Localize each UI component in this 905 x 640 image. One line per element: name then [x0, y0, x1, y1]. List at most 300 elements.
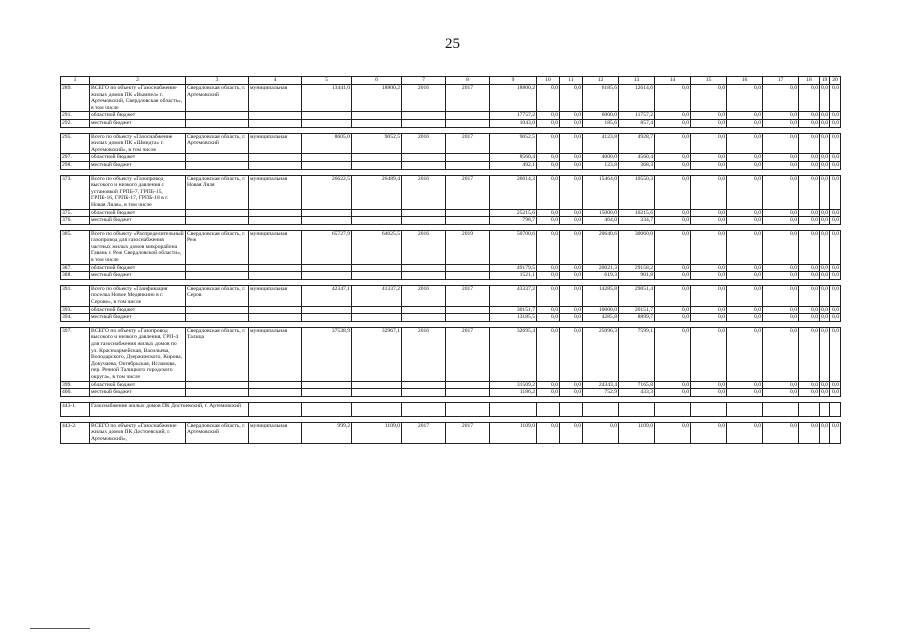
table-cell: 0,0	[560, 154, 583, 162]
table-row	[61, 327, 841, 381]
table-cell	[402, 209, 446, 217]
table-cell	[352, 389, 402, 397]
table-cell: 0,0	[820, 422, 830, 443]
table-cell: 0,0	[763, 285, 799, 306]
column-number-cell: 4	[249, 77, 302, 85]
table-cell: 0,0	[537, 314, 560, 322]
table-cell: 0,0	[691, 285, 727, 306]
table-cell: 0,0	[691, 161, 727, 169]
table-cell: 0,0	[537, 175, 560, 209]
table-cell	[302, 154, 352, 162]
table-cell: 0,0	[691, 112, 727, 120]
table-cell: 0,0	[727, 422, 763, 443]
table-cell: 0,0	[583, 422, 619, 443]
table-cell	[446, 314, 490, 322]
table-cell: 0,0	[560, 175, 583, 209]
table-cell: 0,0	[727, 230, 763, 264]
table-cell: 0,0	[830, 381, 841, 389]
table-cell: 64025,5	[352, 230, 402, 264]
table-cell: 0,0	[799, 209, 820, 217]
table-cell: Свердловская область, г. Новая Ляля	[186, 175, 249, 209]
table-cell: 0,0	[537, 381, 560, 389]
table-cell: 0,0	[799, 112, 820, 120]
column-number-cell: 7	[402, 77, 446, 85]
table-cell: муниципальная	[249, 327, 302, 381]
table-cell: 0,0	[655, 161, 691, 169]
table-cell: местный бюджет	[90, 314, 186, 322]
table-cell: 0,0	[691, 314, 727, 322]
column-number-cell: 11	[560, 77, 583, 85]
table-cell: Всего по объекту «Распределительный газопровод для газоснабжения частных жилых домов микрорайона Гавань г. Реж Свердловской области», в том числе	[91, 230, 184, 264]
table-cell: 0,0	[537, 306, 560, 314]
table-cell: 4285,8	[583, 314, 619, 322]
table-cell: Свердловская область, г. Артемовский	[186, 422, 249, 443]
table-cell	[402, 217, 446, 225]
table-cell: 0,0	[830, 217, 841, 225]
table-cell: 0,0	[691, 133, 727, 154]
table-cell: 0,0	[821, 209, 828, 216]
column-number-cell: 3	[186, 77, 249, 85]
table-cell: 0,0	[830, 230, 841, 264]
table-cell: 0,0	[655, 133, 691, 154]
table-cell: областной бюджет	[90, 112, 186, 120]
table-cell: Всего по объекту «Газоснабжение жилых домов ПК «Шмидта» г. Артемовский», в том числе	[90, 133, 186, 154]
table-cell	[402, 264, 446, 272]
table-cell: 0,0	[560, 272, 583, 280]
table-cell: 0,0	[537, 272, 560, 280]
table-cell	[352, 314, 402, 322]
table-cell: областной бюджет	[90, 381, 186, 389]
table-cell: 0,0	[560, 389, 583, 397]
page-number: 25	[445, 36, 460, 52]
table-cell: 0,0	[691, 264, 727, 272]
table-cell: 42347,1	[302, 285, 352, 306]
table-cell	[186, 272, 249, 280]
table-cell	[402, 272, 446, 280]
table-cell: 0,0	[537, 285, 560, 306]
table-cell: 2016	[402, 175, 446, 209]
table-cell	[302, 314, 352, 322]
table-cell: 0,0	[820, 285, 830, 306]
table-cell: 0,0	[560, 112, 583, 120]
table-cell: 26014,3	[490, 175, 537, 209]
table-cell: ВСЕГО по объекту «Газоснабжение жилых домов ПК «Вымпел» г. Артемовский, Свердловская область», в том числе	[90, 85, 186, 112]
table-cell	[249, 154, 302, 162]
table-cell: 0,0	[799, 154, 820, 162]
table-cell: 8605,0	[302, 133, 352, 154]
table-cell: 0,0	[537, 264, 560, 272]
table-cell	[820, 402, 830, 416]
table-cell: 0,0	[655, 264, 691, 272]
table-cell: 0,0	[537, 422, 560, 443]
table-cell: 0,0	[560, 314, 583, 322]
table-cell: 0,0	[821, 112, 828, 119]
table-cell	[402, 154, 446, 162]
table-cell: 0,0	[560, 85, 583, 112]
table-cell: 0,0	[691, 422, 727, 443]
table-cell: 29158,2	[619, 264, 655, 272]
table-cell: 0,0	[655, 272, 691, 280]
table-cell: 0,0	[799, 272, 820, 280]
table-row	[61, 306, 841, 314]
table-cell	[799, 402, 820, 416]
table-cell: 0,0	[655, 154, 691, 162]
column-number-cell: 18	[799, 77, 820, 85]
table-cell: 400.	[61, 389, 90, 397]
footer-rule	[30, 628, 90, 629]
table-cell: 388.	[61, 272, 90, 280]
table-row	[61, 314, 841, 322]
table-cell: 0,0	[727, 133, 763, 154]
table-row	[61, 230, 841, 264]
table-cell: 2016	[402, 85, 446, 112]
table-cell: 0,0	[655, 209, 691, 217]
column-number-cell: 9	[490, 77, 537, 85]
table-cell: 0,0	[537, 154, 560, 162]
table-cell: 24343,4	[583, 381, 619, 389]
table-cell: 0,0	[727, 389, 763, 397]
table-cell	[402, 119, 446, 127]
table-cell: 17757,2	[490, 112, 537, 120]
table-cell: 0,0	[537, 230, 560, 264]
table-cell: 0,0	[537, 85, 560, 112]
table-cell: 0,0	[727, 264, 763, 272]
table-cell: муниципальная	[249, 133, 302, 154]
table-cell: муниципальная	[249, 230, 302, 264]
table-cell: 2016	[402, 230, 446, 264]
table-cell: 2017	[446, 175, 490, 209]
table-cell: 0,0	[691, 381, 727, 389]
table-cell	[446, 264, 490, 272]
table-cell: 0,0	[821, 389, 828, 396]
table-cell: 49179,5	[490, 264, 537, 272]
table-cell: 65727,9	[302, 230, 352, 264]
table-cell	[537, 402, 560, 416]
table-cell: 0,0	[727, 119, 763, 127]
table-cell: 0,0	[799, 381, 820, 389]
table-cell: 123,8	[583, 161, 619, 169]
table-cell: 0,0	[727, 161, 763, 169]
table-cell: 0,0	[799, 327, 820, 381]
table-cell: 443-1.	[61, 402, 90, 416]
table-cell	[763, 402, 799, 416]
table-cell: 0,0	[560, 119, 583, 127]
table-cell: 857,4	[619, 119, 655, 127]
table-cell	[302, 272, 352, 280]
table-cell: 619,3	[583, 272, 619, 280]
table-cell: 0,0	[691, 230, 727, 264]
table-cell	[446, 154, 490, 162]
table-cell: 397.	[61, 327, 90, 381]
table-cell	[402, 112, 446, 120]
table-cell: 399.	[61, 381, 90, 389]
table-cell: 0,0	[691, 217, 727, 225]
table-cell: 0,0	[537, 161, 560, 169]
table-cell	[249, 314, 302, 322]
table-cell: 1109,0	[490, 422, 537, 443]
table-cell: 50700,6	[490, 230, 537, 264]
table-cell: 0,0	[655, 422, 691, 443]
table-cell: 0,0	[727, 381, 763, 389]
table-cell	[249, 272, 302, 280]
table-cell: 4560,4	[619, 154, 655, 162]
table-cell: 0,0	[763, 217, 799, 225]
table-cell: 0,0	[799, 217, 820, 225]
table-cell: областной бюджет	[90, 306, 186, 314]
table-cell	[446, 119, 490, 127]
table-cell: областной бюджет	[90, 264, 186, 272]
table-cell: 0,0	[830, 154, 841, 162]
table-cell	[186, 217, 249, 225]
table-cell	[830, 402, 841, 416]
table-cell: 0,0	[537, 327, 560, 381]
table-cell: 0,0	[727, 175, 763, 209]
table-cell	[560, 402, 583, 416]
table-cell	[186, 112, 249, 120]
table-cell: 0,0	[820, 175, 830, 209]
table-cell: 0,0	[821, 119, 828, 126]
table-cell: 0,0	[763, 381, 799, 389]
table-cell: 1186,2	[490, 389, 537, 397]
table-cell: 0,0	[655, 112, 691, 120]
table-cell	[402, 306, 446, 314]
table-cell: 0,0	[727, 285, 763, 306]
table-cell	[302, 209, 352, 217]
table-cell	[186, 209, 249, 217]
table-cell: 297.	[61, 154, 90, 162]
table-cell	[402, 402, 446, 416]
table-cell: 0,0	[537, 389, 560, 397]
table-cell: 2017	[446, 327, 490, 381]
table-cell: 0,0	[830, 422, 841, 443]
table-cell	[186, 381, 249, 389]
table-cell: 0,0	[763, 306, 799, 314]
table-cell: 26489,4	[352, 175, 402, 209]
table-cell: 0,0	[799, 230, 820, 264]
table-cell	[352, 119, 402, 127]
table-cell: 292.	[61, 119, 90, 127]
table-cell	[186, 314, 249, 322]
table-cell	[186, 306, 249, 314]
table-cell: 0,0	[655, 314, 691, 322]
table-cell: 7599,1	[619, 327, 655, 381]
table-cell: 0,0	[727, 154, 763, 162]
column-number-cell: 12	[583, 77, 619, 85]
table-cell: 8560,4	[490, 154, 537, 162]
table-cell: 0,0	[763, 133, 799, 154]
table-cell: 14285,8	[583, 285, 619, 306]
table-cell	[727, 402, 763, 416]
table-row	[61, 85, 841, 112]
table-row	[61, 119, 841, 127]
table-cell: 0,0	[830, 327, 841, 381]
table-row	[61, 209, 841, 217]
table-cell: 0,0	[655, 285, 691, 306]
table-row	[61, 154, 841, 162]
table-cell: 798,7	[490, 217, 537, 225]
table-cell	[583, 402, 619, 416]
table-cell	[691, 402, 727, 416]
table-cell: 0,0	[799, 389, 820, 397]
table-cell	[302, 217, 352, 225]
table-cell: 0,0	[691, 306, 727, 314]
column-number-cell: 14	[655, 77, 691, 85]
table-cell: 0,0	[691, 389, 727, 397]
table-cell: 0,0	[537, 112, 560, 120]
table-cell: 6000,0	[583, 112, 619, 120]
table-cell: муниципальная	[249, 175, 302, 209]
table-cell: 25096,3	[583, 327, 619, 381]
table-cell	[186, 161, 249, 169]
table-cell: 0,0	[799, 133, 820, 154]
table-cell	[446, 217, 490, 225]
table-cell	[302, 161, 352, 169]
table-cell: 291.	[61, 112, 90, 120]
investment-table	[60, 76, 841, 444]
table-cell: 0,0	[821, 217, 828, 224]
table-cell: 29051,4	[619, 285, 655, 306]
table-cell: 0,0	[655, 119, 691, 127]
table-cell: Свердловская область, г. Серов	[186, 285, 249, 306]
table-cell	[402, 389, 446, 397]
table-cell: 32967,1	[352, 327, 402, 381]
table-cell: местный бюджет	[90, 119, 186, 127]
table-cell: 0,0	[655, 217, 691, 225]
table-cell: 0,0	[727, 112, 763, 120]
table-cell: 0,0	[830, 272, 841, 280]
table-cell	[249, 161, 302, 169]
table-cell	[446, 389, 490, 397]
table-cell: 999,2	[302, 422, 352, 443]
table-cell: 13185,5	[490, 314, 537, 322]
table-cell: 8899,7	[619, 314, 655, 322]
table-cell: муниципальная	[249, 85, 302, 112]
table-cell: 0,0	[820, 327, 830, 381]
table-cell: 0,0	[830, 85, 841, 112]
table-cell: 0,0	[830, 285, 841, 306]
table-cell: 0,0	[655, 85, 691, 112]
table-cell: 368,3	[619, 161, 655, 169]
table-row	[61, 272, 841, 280]
table-cell: 0,0	[537, 217, 560, 225]
table-cell: 0,0	[560, 285, 583, 306]
table-cell: 32695,4	[490, 327, 537, 381]
table-cell: 10215,6	[619, 209, 655, 217]
table-cell: 4123,8	[583, 133, 619, 154]
table-cell: 0,0	[763, 175, 799, 209]
table-cell: 334,7	[619, 217, 655, 225]
table-cell: 0,0	[821, 314, 828, 321]
table-cell: 901,8	[619, 272, 655, 280]
table-cell: 0,0	[799, 422, 820, 443]
table-cell	[302, 402, 352, 416]
table-cell	[249, 389, 302, 397]
table-cell: 0,0	[799, 85, 820, 112]
table-cell: 0,0	[727, 306, 763, 314]
table-cell: 0,0	[537, 119, 560, 127]
table-cell: 387.	[61, 264, 90, 272]
table-cell: 0,0	[763, 422, 799, 443]
table-cell: 0,0	[830, 133, 841, 154]
table-cell	[446, 381, 490, 389]
table-cell: местный бюджет	[90, 272, 186, 280]
table-cell	[249, 402, 302, 416]
table-cell: 12614,6	[619, 85, 655, 112]
table-cell	[619, 402, 655, 416]
table-cell	[302, 119, 352, 127]
table-cell: 0,0	[821, 381, 828, 388]
table-cell: ВСЕГО по объекту «Газоснабжение жилых домов ПК Достоевский, г. Артемовский»,	[90, 422, 186, 443]
table-cell: 0,0	[799, 314, 820, 322]
table-cell: 0,0	[560, 264, 583, 272]
table-cell: 2017	[446, 285, 490, 306]
table-cell	[249, 264, 302, 272]
column-number-cell: 13	[619, 77, 655, 85]
table-cell: 375.	[61, 209, 90, 217]
table-cell: 0,0	[799, 306, 820, 314]
table-cell	[186, 119, 249, 127]
column-number-cell: 16	[727, 77, 763, 85]
table-cell: 0,0	[821, 272, 828, 279]
table-cell: Всего по объекту «Газификация поселка Новое Медянкино в г. Серове», в том числе	[90, 285, 186, 306]
table-cell: 20151,7	[619, 306, 655, 314]
table-cell: 0,0	[820, 133, 830, 154]
table-cell: 0,0	[560, 327, 583, 381]
table-cell: 20640,6	[583, 230, 619, 264]
table-cell: 0,0	[821, 264, 828, 271]
table-cell: 43337,2	[490, 285, 537, 306]
table-cell: 26622,5	[302, 175, 352, 209]
table-cell: 0,0	[830, 112, 841, 120]
table-cell: 752,9	[583, 389, 619, 397]
table-cell: местный бюджет	[90, 217, 186, 225]
table-cell: 31509,2	[490, 381, 537, 389]
table-cell: 0,0	[691, 85, 727, 112]
table-cell	[352, 154, 402, 162]
table-cell	[249, 112, 302, 120]
table-cell: 0,0	[763, 314, 799, 322]
table-cell: 492,1	[490, 161, 537, 169]
table-cell: 0,0	[560, 422, 583, 443]
table-cell: 30151,7	[490, 306, 537, 314]
table-cell	[402, 314, 446, 322]
table-cell: 30060,0	[619, 230, 655, 264]
table-cell: 10000,0	[583, 306, 619, 314]
table-row	[61, 381, 841, 389]
table-cell: 2016	[402, 285, 446, 306]
table-cell: 0,0	[763, 85, 799, 112]
table-cell: 20021,3	[583, 264, 619, 272]
table-cell: 298.	[61, 161, 90, 169]
table-cell	[352, 161, 402, 169]
table-cell	[302, 264, 352, 272]
table-cell: 0,0	[799, 264, 820, 272]
table-cell: 41337,2	[352, 285, 402, 306]
table-cell: муниципальная	[249, 285, 302, 306]
table-cell: 0,0	[655, 381, 691, 389]
table-cell: 0,0	[727, 217, 763, 225]
table-cell: 0,0	[830, 161, 841, 169]
table-cell: 0,0	[763, 389, 799, 397]
table-cell	[249, 119, 302, 127]
table-cell: 0,0	[727, 85, 763, 112]
table-cell: 10550,3	[619, 175, 655, 209]
table-cell: 393.	[61, 306, 90, 314]
table-cell: 0,0	[727, 209, 763, 217]
table-cell: 0,0	[820, 85, 830, 112]
table-cell	[352, 272, 402, 280]
table-row	[61, 422, 841, 443]
